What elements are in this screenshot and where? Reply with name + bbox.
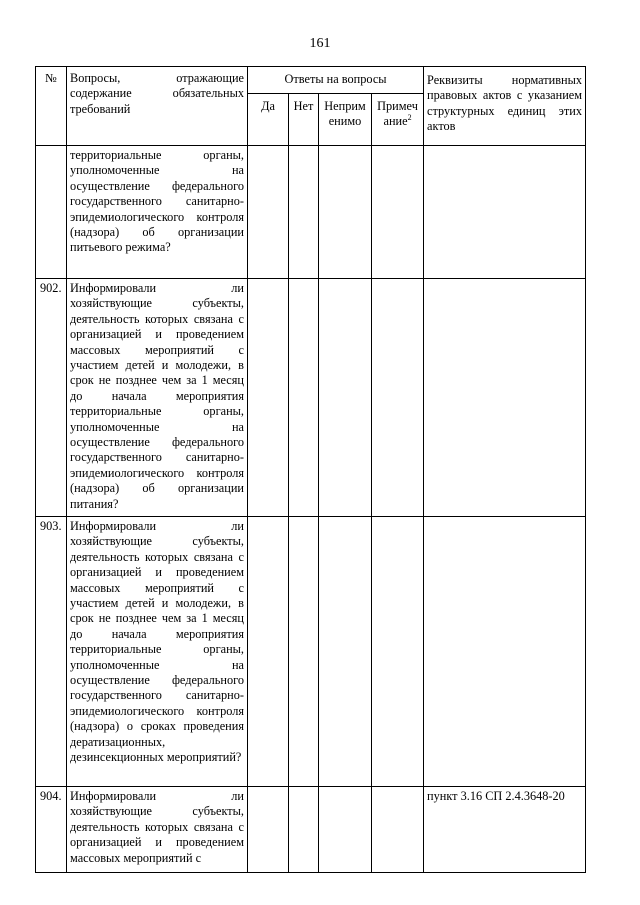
- header-requisites: Реквизиты нормативных правовых актов с указанием структурных единиц этих актов: [424, 67, 586, 146]
- row-number: 904.: [36, 787, 67, 873]
- table-row: [36, 279, 586, 517]
- answer-na-cell[interactable]: [319, 279, 372, 517]
- row-question: Информировали ли хозяйствующие субъекты, деятельность которых связана с организацией и проведением массовых мероприятий с участием детей и молодежи, в срок не позднее чем за 1 месяц до начала мероприятия территориальные органы, уполномоченные на осуществление федерального государственного санитарно-эпидемиологического контроля (надзора) об организации питания?: [67, 279, 248, 517]
- answer-no-cell[interactable]: [289, 279, 319, 517]
- row-question: территориальные органы, уполномоченные на осуществление федерального государственного санитарно-эпидемиологического контроля (надзора) об организации питьевого режима?: [67, 146, 248, 279]
- answer-note-cell[interactable]: [372, 517, 424, 787]
- answer-na-cell[interactable]: [319, 787, 372, 873]
- row-question: Информировали ли хозяйствующие субъекты, деятельность которых связана с организацией и проведением массовых мероприятий с участием детей и молодежи, в срок не позднее чем за 1 месяц до начала мероприятия территориальные органы, уполномоченные на осуществление федерального государственного санитарно-эпидемиологического контроля (надзора) о сроках проведения дератизационных, дезинсекционных мероприятий?: [67, 517, 248, 787]
- row-number: [36, 146, 67, 279]
- answer-na-cell[interactable]: [319, 517, 372, 787]
- row-requisites: [424, 146, 586, 279]
- answer-no-cell[interactable]: [289, 146, 319, 279]
- row-requisites: [424, 517, 586, 787]
- header-not-applicable: Неприм енимо: [319, 94, 372, 146]
- table-row: [36, 146, 586, 279]
- row-requisites: пункт 3.16 СП 2.4.3648-20: [424, 787, 586, 873]
- header-note-footnote: 2: [407, 113, 412, 123]
- answer-no-cell[interactable]: [289, 517, 319, 787]
- row-question: Информировали ли хозяйствующие субъекты, деятельность которых связана с организацией и проведением массовых мероприятий с: [67, 787, 248, 873]
- answer-note-cell[interactable]: [372, 279, 424, 517]
- table-row: [36, 787, 586, 873]
- answer-no-cell[interactable]: [289, 787, 319, 873]
- answer-yes-cell[interactable]: [248, 146, 289, 279]
- page-number: 161: [309, 36, 331, 51]
- table-row: [36, 517, 586, 787]
- answer-yes-cell[interactable]: [248, 279, 289, 517]
- answer-note-cell[interactable]: [372, 787, 424, 873]
- answer-na-cell[interactable]: [319, 146, 372, 279]
- header-row: [36, 67, 586, 94]
- checklist-table: [35, 66, 586, 873]
- row-number: 902.: [36, 279, 67, 517]
- answer-note-cell[interactable]: [372, 146, 424, 279]
- answer-yes-cell[interactable]: [248, 787, 289, 873]
- header-no: Нет: [289, 94, 319, 146]
- header-note-label: Примеч ание: [377, 99, 418, 129]
- header-yes: Да: [248, 94, 289, 146]
- answer-yes-cell[interactable]: [248, 517, 289, 787]
- row-requisites: [424, 279, 586, 517]
- header-question: Вопросы, отражающие содержание обязательных требований: [67, 67, 248, 146]
- row-number: 903.: [36, 517, 67, 787]
- header-answers: Ответы на вопросы: [248, 67, 424, 94]
- header-note: [372, 94, 424, 146]
- header-num: №: [36, 67, 67, 146]
